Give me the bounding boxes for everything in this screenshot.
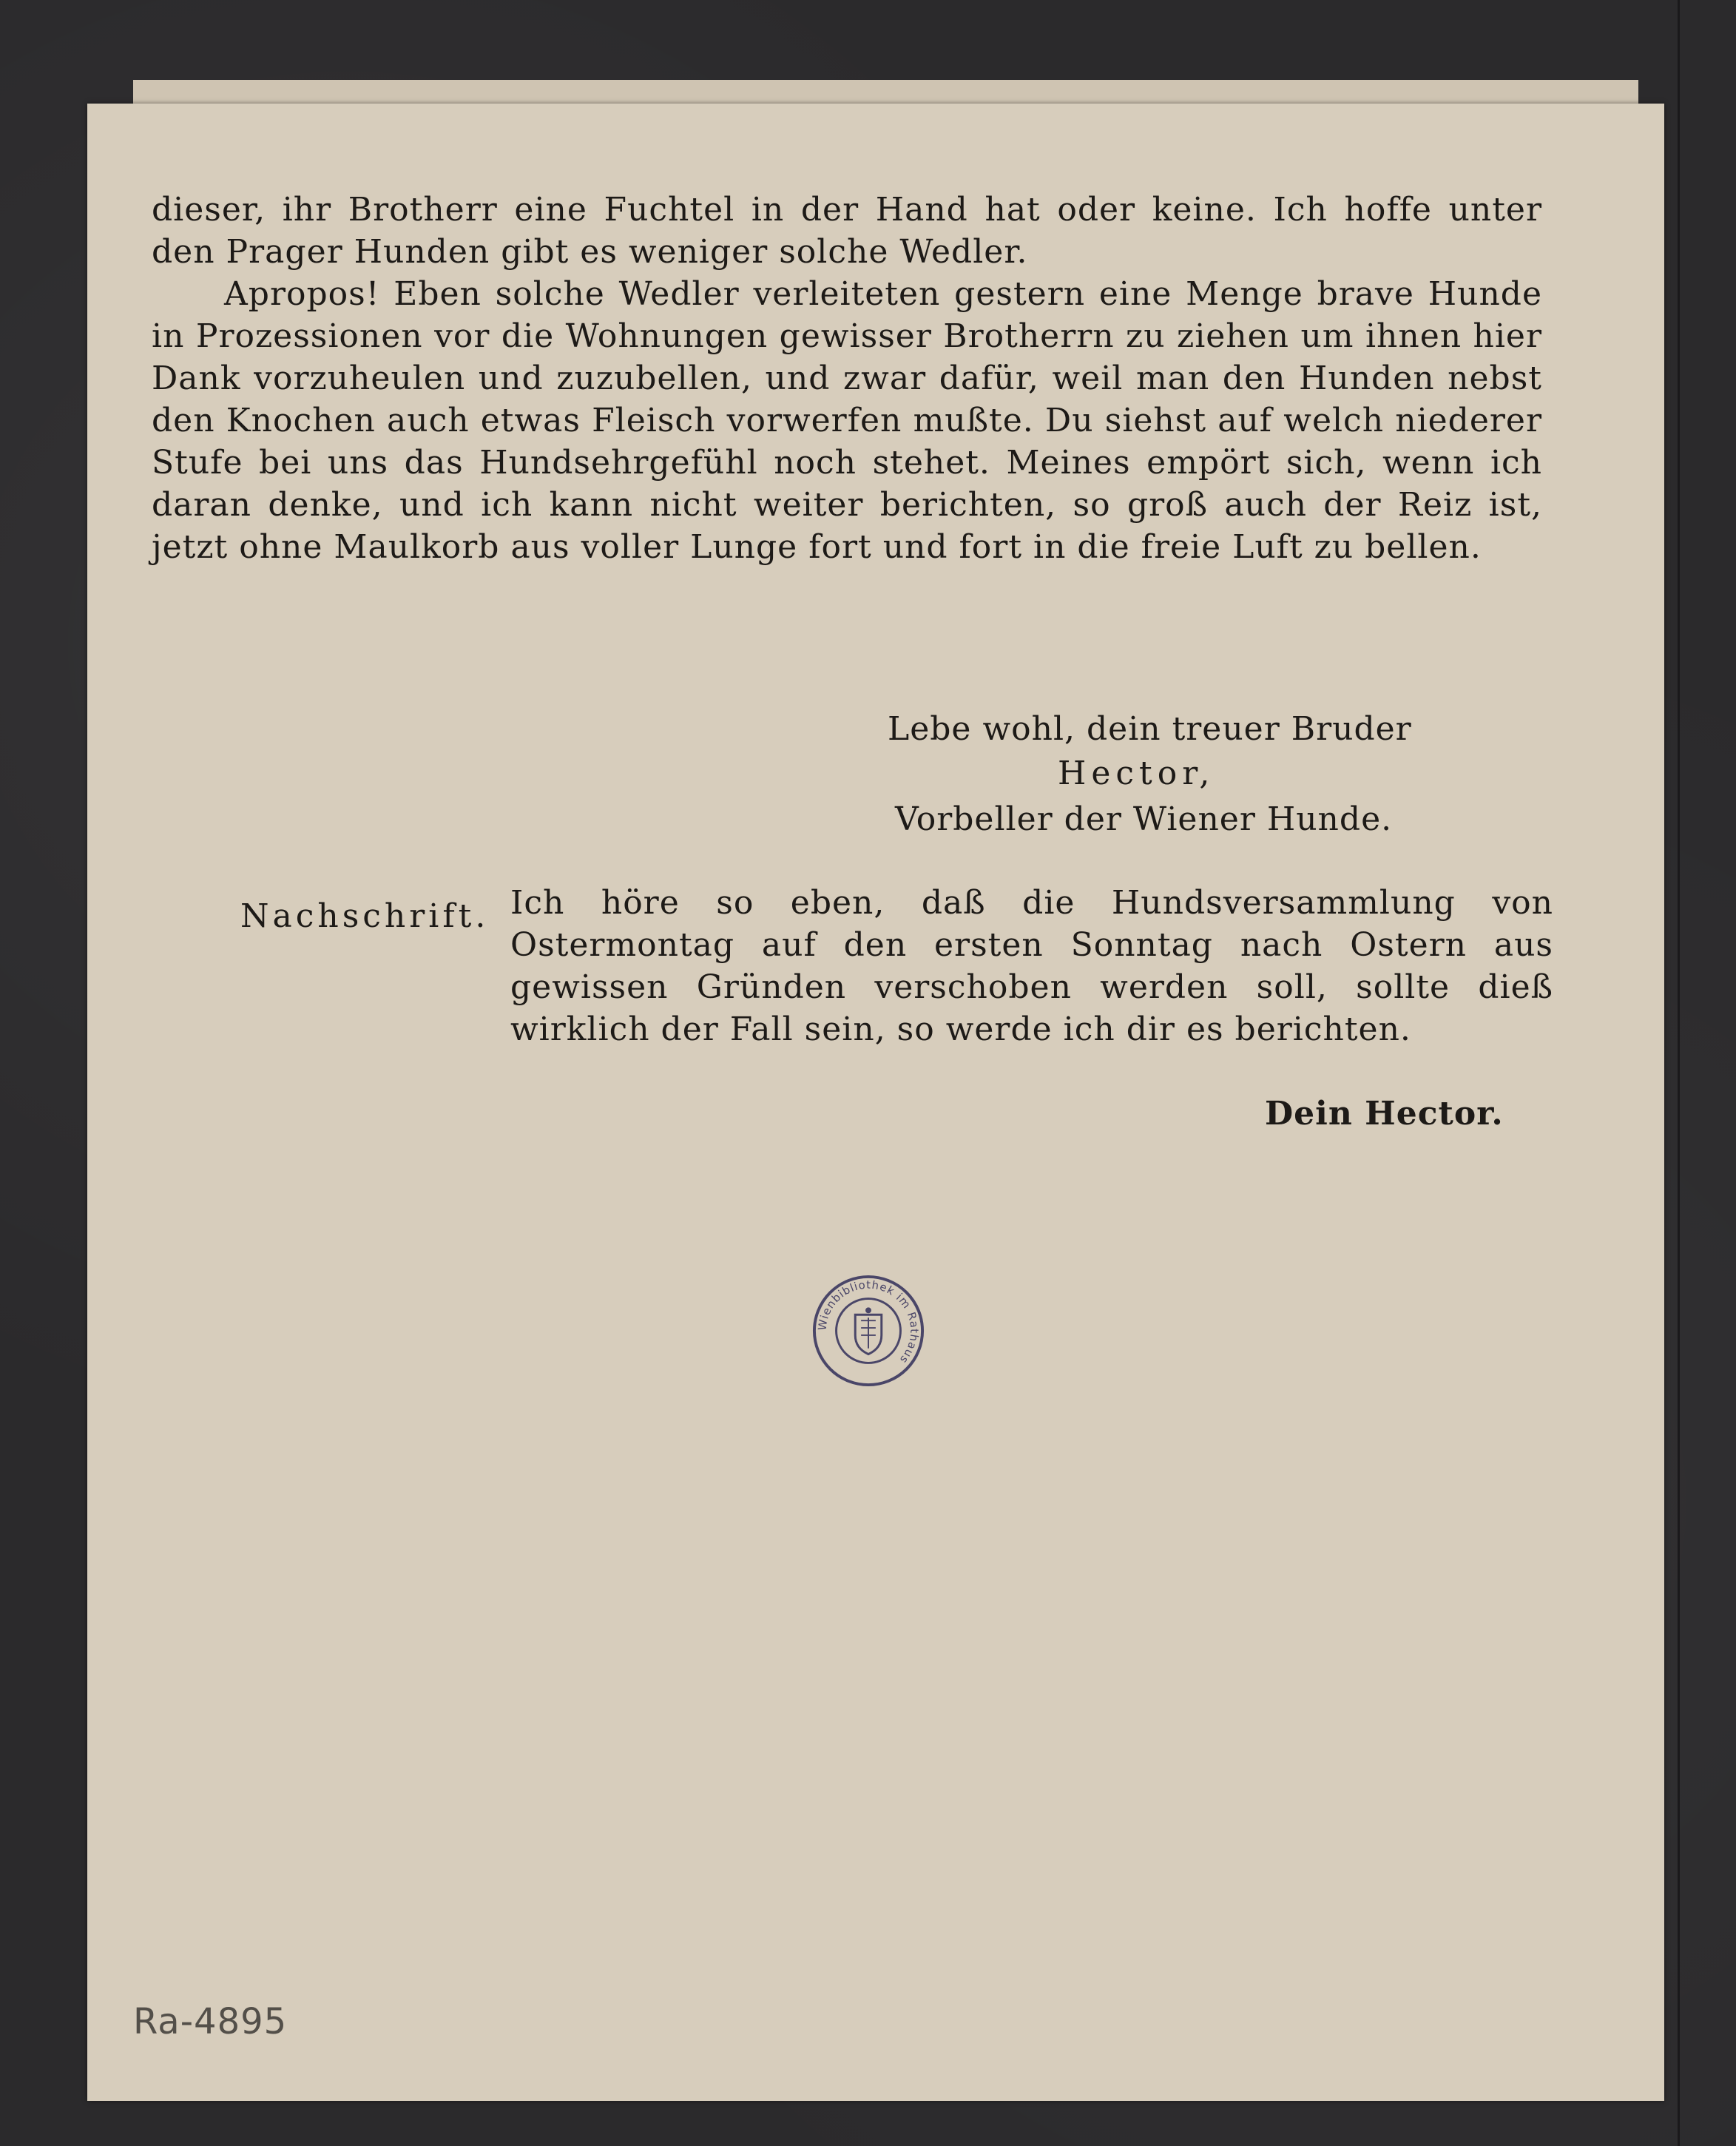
closing-signature-name: Hector, bbox=[1058, 755, 1215, 792]
postscript-label: Nachschrift. bbox=[240, 897, 490, 935]
letter-paragraph-1: dieser, ihr Brotherr eine Fuchtel in der Hand hat oder keine. Ich hoffe unter den Prager Hunden gibt es weniger solche Wedler. bbox=[152, 191, 1542, 271]
paper-underlying-sheet-edge bbox=[133, 80, 1638, 105]
library-stamp-icon bbox=[810, 1272, 927, 1389]
closing-farewell: Lebe wohl, dein treuer Bruder bbox=[888, 710, 1412, 748]
shelfmark-annotation: Ra-4895 bbox=[133, 2001, 288, 2042]
closing-signature-title: Vorbeller der Wiener Hunde. bbox=[895, 800, 1393, 838]
postscript-text: Ich höre so eben, daß die Hundsversammlung von Ostermontag auf den ersten Sonntag nach Ostern aus gewissen Gründen verschoben werden soll, sollte dieß wirklich der Fall sein, so werde ich dir es berichten. bbox=[510, 884, 1553, 1048]
postscript-signature: Dein Hector. bbox=[1265, 1095, 1504, 1133]
letter-body bbox=[152, 189, 1542, 568]
coat-of-arms-icon bbox=[855, 1307, 882, 1354]
binder-edge bbox=[1678, 0, 1680, 2146]
letter-paragraph-2: Apropos! Eben solche Wedler verleiteten gestern eine Menge brave Hunde in Prozessionen vor die Wohnungen gewisser Brotherrn zu ziehen um ihnen hier Dank vorzuheulen und zuzubellen, und zwar dafür, weil man den Hunden nebst den Knochen auch etwas Fleisch vorwerfen mußte. Du siehst auf welch niederer Stufe bei uns das Hundsehrgefühl noch stehet. Meines empört sich, wenn ich daran denke, und ich kann nicht weiter berichten, so groß auch der Reiz ist, jetzt ohne Maulkorb aus voller Lunge fort und fort in die freie Luft zu bellen. bbox=[152, 275, 1542, 566]
library-stamp-text: Wienbibliothek im Rathaus bbox=[816, 1278, 921, 1366]
